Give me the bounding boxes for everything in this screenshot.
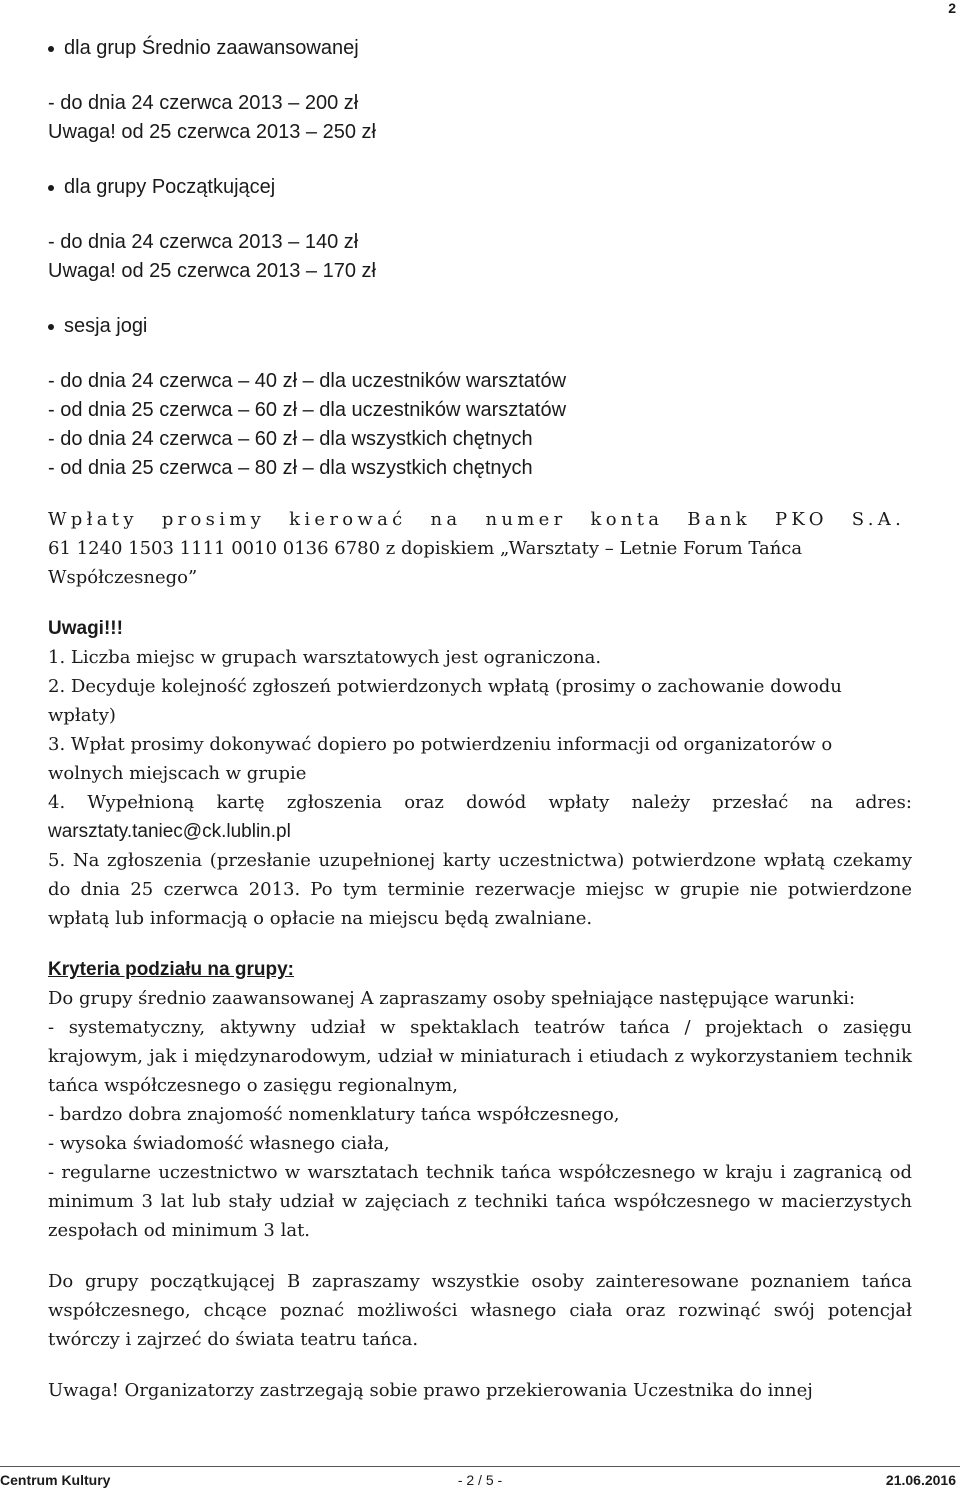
group-a-requirement: - wysoka świadomość własnego ciała, [48, 1133, 390, 1154]
note-item: 2. Decyduje kolejność zgłoszeń potwierdzonych wpłatą (prosimy o zachowanie dowodu wpłaty) [48, 676, 842, 726]
final-note: Uwaga! Organizatorzy zastrzegają sobie prawo przekierowania Uczestnika do innej [48, 1380, 813, 1401]
group-a-requirement: - bardzo dobra znajomość nomenklatury tańca współczesnego, [48, 1104, 620, 1125]
footer-page-indicator: - 2 / 5 - [457, 1472, 503, 1488]
bank-info [48, 505, 912, 592]
note-item: 3. Wpłat prosimy dokonywać dopiero po potwierdzeniu informacji od organizatorów o wolnych miejscach w grupie [48, 734, 833, 784]
bank-account-number: 61 1240 1503 1111 0010 0136 6780 z dopiskiem „Warsztaty – Letnie Forum Tańca Współczesnego” [48, 538, 803, 588]
group-a-requirement: - regularne uczestnictwo w warsztatach technik tańca współczesnego w kraju i zagranicą od minimum 3 lat lub stały udział w zajęciach z techniki tańca współczesnego w macierzystych zespołach od minimum 3 lat. [48, 1162, 912, 1241]
bank-account-intro: Wpłaty prosimy kierować na numer konta Bank PKO S.A. [48, 509, 906, 530]
price-line: Uwaga! od 25 czerwca 2013 – 250 zł [48, 121, 376, 143]
note-item: 4. Wypełnioną kartę zgłoszenia oraz dowód wpłaty należy przesłać na adres: [48, 792, 912, 813]
group-a-requirement: - systematyczny, aktywny udział w spektaklach teatrów tańca / projektach o zasięgu krajowym, jak i międzynarodowym, udział w miniaturach i etiudach z wykorzystaniem technik tańca współczesnego o zasięgu regionalnym, [48, 1017, 912, 1096]
pricing-group-yoga: sesja jogi [48, 312, 912, 341]
price-line: - od dnia 25 czerwca – 80 zł – dla wszystkich chętnych [48, 457, 533, 479]
price-line: - do dnia 24 czerwca 2013 – 200 zł [48, 92, 359, 114]
page-footer [0, 1466, 960, 1491]
document-body [48, 34, 912, 1405]
group-b-description: Do grupy początkującej B zapraszamy wszystkie osoby zainteresowane poznaniem tańca współczesnego, chcące poznać możliwości własnego ciała oraz rozwinąć swój potencjał twórczy i zajrzeć do świata teatru tańca. [48, 1271, 912, 1350]
contact-email[interactable]: warsztaty.taniec@ck.lublin.pl [48, 821, 291, 842]
footer-date: 21.06.2016 [885, 1472, 956, 1488]
pricing-group-intermediate: dla grup Średnio zaawansowanej [48, 34, 912, 63]
price-line: - od dnia 25 czerwca – 60 zł – dla uczestników warsztatów [48, 399, 567, 421]
price-line: - do dnia 24 czerwca – 40 zł – dla uczestników warsztatów [48, 370, 567, 392]
page-number: 2 [948, 0, 956, 16]
notes-section [48, 614, 912, 933]
criteria-heading: Kryteria podziału na grupy: [48, 959, 294, 980]
footer-organization: Centrum Kultury [0, 1472, 111, 1488]
pricing-section [48, 34, 912, 483]
note-item: 1. Liczba miejsc w grupach warsztatowych jest ograniczona. [48, 647, 602, 668]
pricing-group-beginner: dla grupy Początkującej [48, 173, 912, 202]
criteria-section [48, 955, 912, 1405]
notes-heading: Uwagi!!! [48, 618, 123, 639]
price-line: - do dnia 24 czerwca – 60 zł – dla wszystkich chętnych [48, 428, 533, 450]
price-line: Uwaga! od 25 czerwca 2013 – 170 zł [48, 260, 376, 282]
price-line: - do dnia 24 czerwca 2013 – 140 zł [48, 231, 359, 253]
note-item: 5. Na zgłoszenia (przesłanie uzupełnionej karty uczestnictwa) potwierdzone wpłatą czekamy do dnia 25 czerwca 2013. Po tym terminie rezerwacje miejsc w grupie nie potwierdzone wpłatą lub informacją o opłacie na miejscu będą zwalniane. [48, 850, 912, 929]
group-a-intro: Do grupy średnio zaawansowanej A zapraszamy osoby spełniające następujące warunki: [48, 988, 856, 1009]
